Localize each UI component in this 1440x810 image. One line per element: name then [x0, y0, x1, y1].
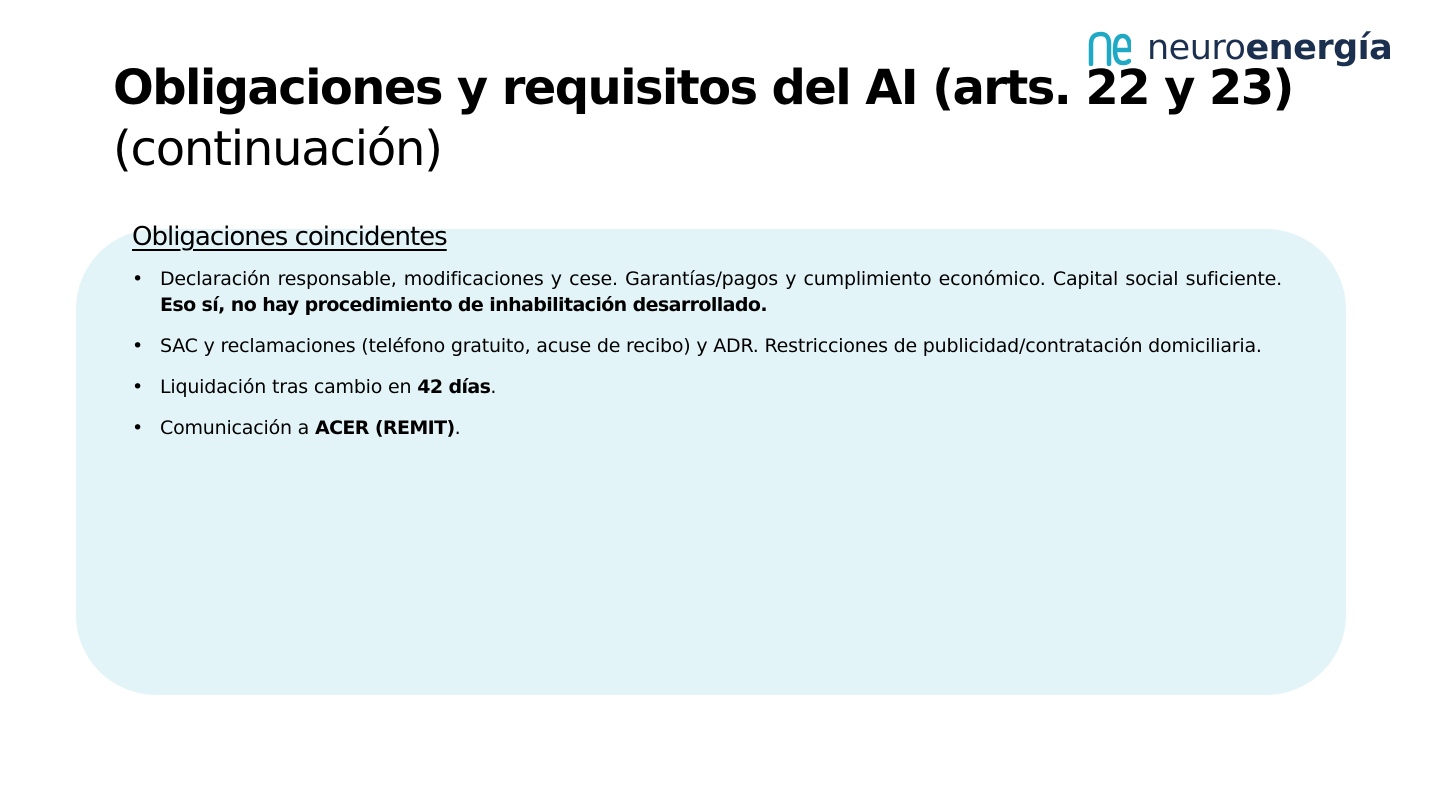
logo-text-bold: energía [1245, 27, 1393, 68]
bullet-text: Liquidación tras cambio en [160, 376, 418, 398]
bullet-text-bold: Eso sí, no hay procedimiento de inhabilitación desarrollado. [160, 294, 767, 316]
bullet-text-bold: ACER (REMIT) [314, 417, 455, 439]
title-main: Obligaciones y requisitos del AI (arts. 22 y 23) [113, 60, 1293, 116]
bullet-text-tail: . [490, 376, 497, 398]
bullet-text: SAC y reclamaciones (teléfono gratuito, acuse de recibo) y ADR. Restricciones de publicidad/contratación domiciliaria. [160, 335, 1262, 357]
bullet-marker: • [132, 335, 144, 357]
bullet-text: Declaración responsable, modificaciones y cese. Garantías/pagos y cumplimiento económico. Capital social suficiente. [160, 268, 1282, 290]
bullet-list [132, 266, 1282, 456]
bullet-text-bold: 42 días [417, 376, 491, 398]
list-item [132, 266, 1282, 318]
list-item [132, 374, 1282, 400]
bullet-marker: • [132, 417, 144, 439]
bullet-marker: • [132, 268, 144, 290]
slide-title [113, 56, 1333, 178]
section-heading: Obligaciones coincidentes [132, 222, 447, 252]
bullet-text: Comunicación a [160, 417, 315, 439]
bullet-text-tail: . [454, 417, 461, 439]
bullet-marker: • [132, 376, 144, 398]
list-item [132, 333, 1282, 359]
title-subtitle: (continuación) [113, 121, 442, 177]
logo-text-light: neuro [1147, 27, 1246, 68]
list-item [132, 415, 1282, 441]
